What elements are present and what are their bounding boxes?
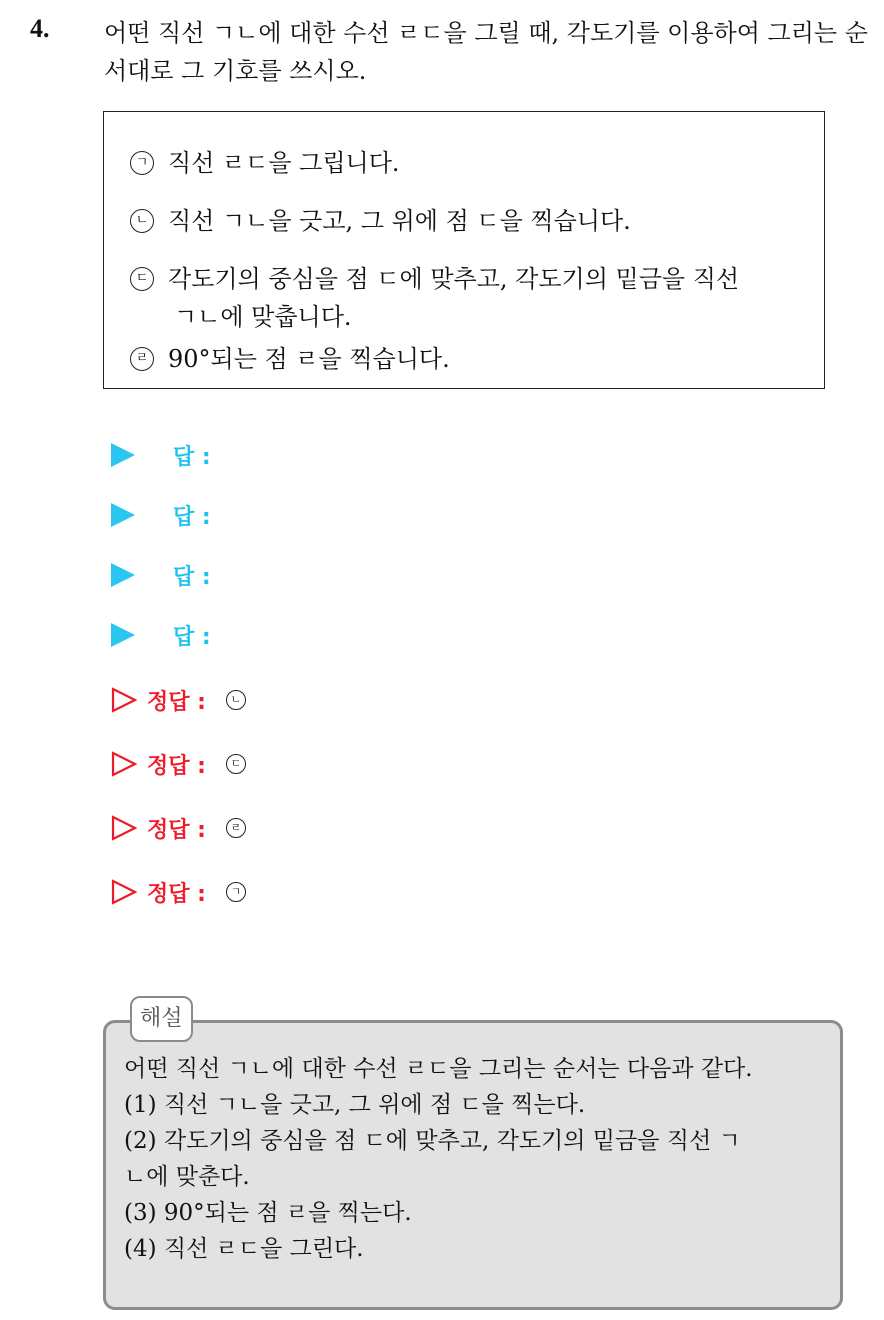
solution-line: (4) 직선 ㄹㄷ을 그린다. bbox=[124, 1236, 364, 1262]
step-text: 직선 ㄹㄷ을 그립니다. bbox=[168, 149, 400, 177]
solution-line: ㄴ에 맞춘다. bbox=[124, 1164, 250, 1190]
play-arrow-icon bbox=[111, 443, 135, 467]
step-item bbox=[130, 144, 400, 182]
correct-answer-row bbox=[111, 810, 246, 846]
step-item bbox=[130, 340, 450, 378]
answer-label: 답 : bbox=[173, 504, 211, 530]
solution-box bbox=[103, 1020, 843, 1310]
step-symbol: ㄹ bbox=[130, 347, 154, 371]
correct-answer-row bbox=[111, 746, 246, 782]
answer-row[interactable] bbox=[111, 617, 211, 653]
correct-answer-label: 정답 : bbox=[147, 881, 206, 907]
correct-answer-value: ㄷ bbox=[226, 754, 246, 774]
solution-line: (1) 직선 ㄱㄴ을 긋고, 그 위에 점 ㄷ을 찍는다. bbox=[124, 1092, 586, 1118]
question-number: 4. bbox=[30, 14, 50, 43]
play-arrow-icon bbox=[111, 563, 135, 587]
outline-arrow-icon bbox=[111, 687, 137, 713]
correct-answer-label: 정답 : bbox=[147, 817, 206, 843]
outline-arrow-icon bbox=[111, 815, 137, 841]
solution-line: 어떤 직선 ㄱㄴ에 대한 수선 ㄹㄷ을 그리는 순서는 다음과 같다. bbox=[124, 1056, 753, 1082]
step-symbol: ㄱ bbox=[130, 151, 154, 175]
solution-line: (3) 90°되는 점 ㄹ을 찍는다. bbox=[124, 1200, 412, 1226]
correct-answer-label: 정답 : bbox=[147, 753, 206, 779]
answer-row[interactable] bbox=[111, 557, 211, 593]
answer-row[interactable] bbox=[111, 497, 211, 533]
step-text-continued: ㄱㄴ에 맞춥니다. bbox=[174, 303, 352, 331]
outline-arrow-icon bbox=[111, 751, 137, 777]
correct-answer-label: 정답 : bbox=[147, 689, 206, 715]
answer-row[interactable] bbox=[111, 437, 211, 473]
answer-label: 답 : bbox=[173, 624, 211, 650]
step-text: 각도기의 중심을 점 ㄷ에 맞추고, 각도기의 밑금을 직선 bbox=[168, 265, 740, 293]
step-text: 직선 ㄱㄴ을 긋고, 그 위에 점 ㄷ을 찍습니다. bbox=[168, 207, 631, 235]
step-item bbox=[130, 260, 739, 336]
correct-answer-row bbox=[111, 682, 246, 718]
answer-label: 답 : bbox=[173, 444, 211, 470]
correct-answer-value: ㄱ bbox=[226, 882, 246, 902]
correct-answer-row bbox=[111, 874, 246, 910]
answer-label: 답 : bbox=[173, 564, 211, 590]
step-symbol: ㄴ bbox=[130, 209, 154, 233]
play-arrow-icon bbox=[111, 623, 135, 647]
step-text: 90°되는 점 ㄹ을 찍습니다. bbox=[168, 345, 450, 373]
correct-answer-value: ㄴ bbox=[226, 690, 246, 710]
play-arrow-icon bbox=[111, 503, 135, 527]
correct-answer-value: ㄹ bbox=[226, 818, 246, 838]
question-text: 어떤 직선 ㄱㄴ에 대한 수선 ㄹㄷ을 그릴 때, 각도기를 이용하여 그리는 순서대로 그 기호를 쓰시오. bbox=[104, 19, 868, 85]
solution-tab: 해설 bbox=[130, 996, 193, 1042]
outline-arrow-icon bbox=[111, 879, 137, 905]
step-symbol: ㄷ bbox=[130, 267, 154, 291]
solution-line: (2) 각도기의 중심을 점 ㄷ에 맞추고, 각도기의 밑금을 직선 ㄱ bbox=[124, 1128, 741, 1154]
step-item bbox=[130, 202, 631, 240]
